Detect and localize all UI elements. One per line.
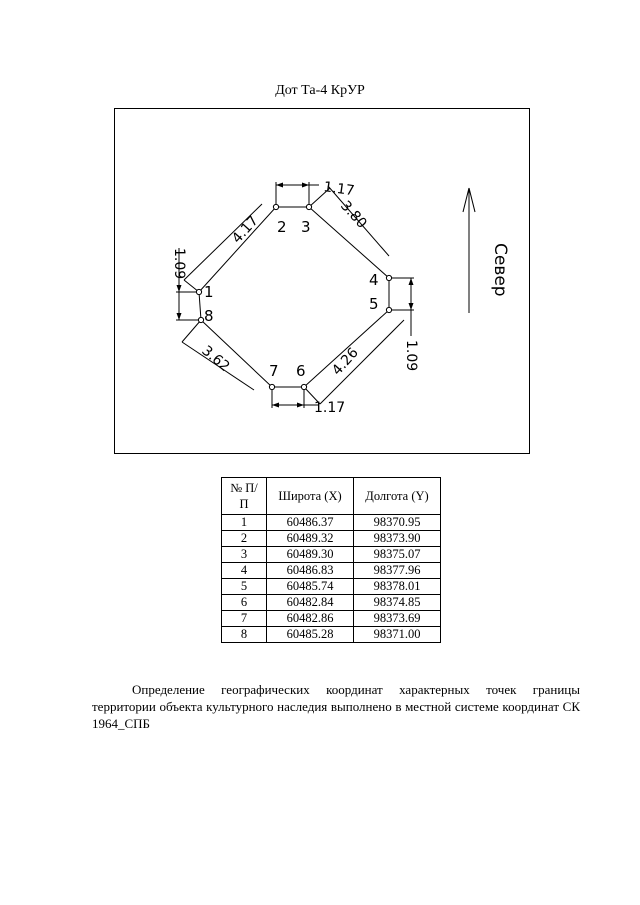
cell-longitude: 98375.07 <box>354 547 441 563</box>
point-label-6: 6 <box>296 362 306 380</box>
dim-3-4: 3.80 <box>337 197 370 232</box>
table-row <box>222 563 441 579</box>
cell-longitude: 98370.95 <box>354 515 441 531</box>
site-plan <box>114 108 530 454</box>
cell-number: 8 <box>222 627 267 643</box>
cell-latitude: 60482.86 <box>267 611 354 627</box>
dim-4-5: 1.09 <box>403 340 419 372</box>
table-row <box>222 611 441 627</box>
point-label-4: 4 <box>369 271 379 289</box>
cell-number: 4 <box>222 563 267 579</box>
cell-latitude: 60489.32 <box>267 531 354 547</box>
cell-number: 7 <box>222 611 267 627</box>
point-label-5: 5 <box>369 295 379 313</box>
header-latitude: Широта (X) <box>267 478 354 515</box>
note-text: Определение географических координат характерных точек границы территории объекта культурного наследия выполнено в местной системе координат СК 1964_СПБ <box>92 682 580 731</box>
north-arrow-icon <box>463 188 475 313</box>
table-header-row <box>222 478 441 515</box>
document-title: Дот Та-4 КрУР <box>275 83 365 98</box>
cell-longitude: 98377.96 <box>354 563 441 579</box>
point-label-7: 7 <box>269 362 279 380</box>
table-row <box>222 515 441 531</box>
point-label-2: 2 <box>277 218 287 236</box>
cell-number: 5 <box>222 579 267 595</box>
cell-latitude: 60486.37 <box>267 515 354 531</box>
table-row <box>222 595 441 611</box>
cell-latitude: 60485.28 <box>267 627 354 643</box>
cell-number: 6 <box>222 595 267 611</box>
cell-longitude: 98374.85 <box>354 595 441 611</box>
point-label-3: 3 <box>301 218 311 236</box>
dim-5-6: 4.26 <box>329 344 362 379</box>
table-row <box>222 531 441 547</box>
dim-1-2: 4.17 <box>229 212 262 247</box>
point-label-8: 8 <box>204 307 214 325</box>
cell-number: 2 <box>222 531 267 547</box>
cell-number: 1 <box>222 515 267 531</box>
cell-longitude: 98373.69 <box>354 611 441 627</box>
header-longitude: Долгота (Y) <box>354 478 441 515</box>
dim-7-8: 3.62 <box>198 342 233 376</box>
cell-number: 3 <box>222 547 267 563</box>
coordinates-table <box>221 477 441 643</box>
cell-longitude: 98378.01 <box>354 579 441 595</box>
header-number: № П/П <box>222 478 267 515</box>
north-label: Север <box>490 243 510 297</box>
dim-6-7: 1.17 <box>314 400 346 416</box>
cell-latitude: 60482.84 <box>267 595 354 611</box>
table-row <box>222 579 441 595</box>
table-row <box>222 547 441 563</box>
cell-latitude: 60485.74 <box>267 579 354 595</box>
table-row <box>222 627 441 643</box>
dim-2-3: 1.17 <box>322 179 356 200</box>
cell-longitude: 98373.90 <box>354 531 441 547</box>
coordinate-system-note <box>92 681 580 732</box>
cell-latitude: 60489.30 <box>267 547 354 563</box>
point-label-1: 1 <box>204 283 214 301</box>
cell-longitude: 98371.00 <box>354 627 441 643</box>
dim-8-1: 1.09 <box>171 248 187 280</box>
cell-latitude: 60486.83 <box>267 563 354 579</box>
